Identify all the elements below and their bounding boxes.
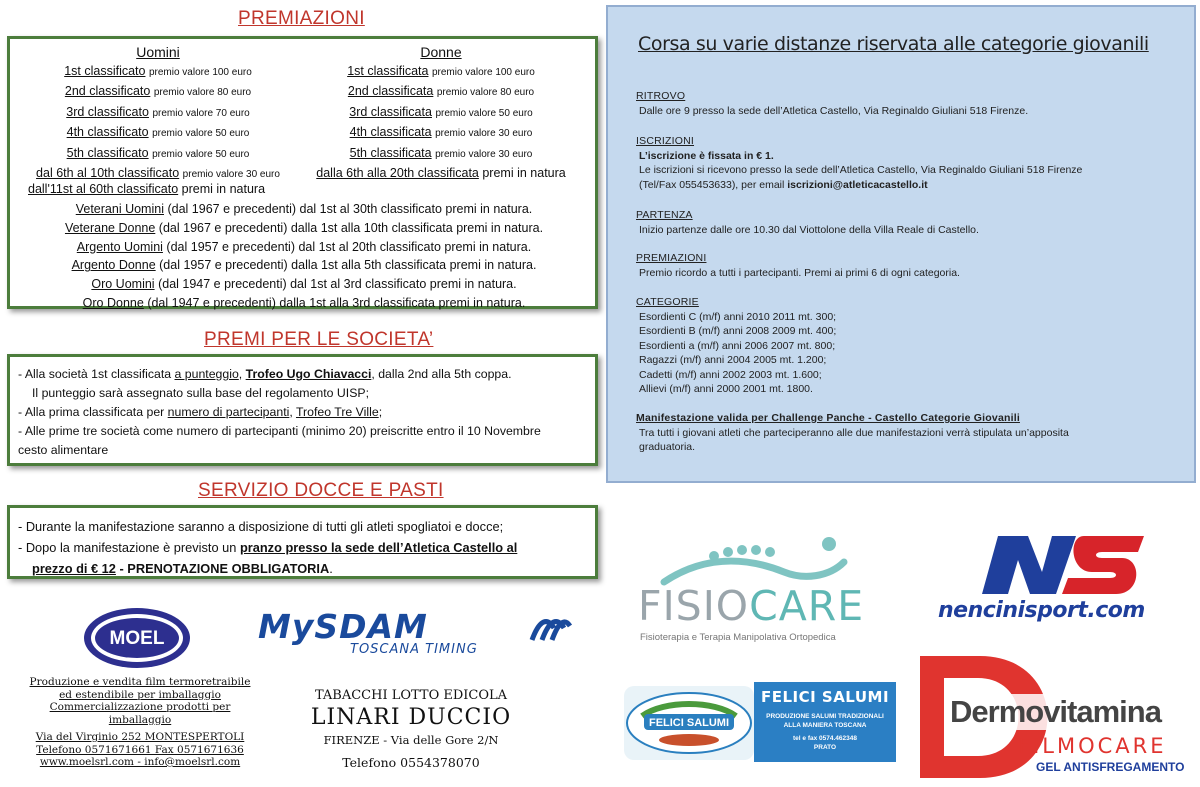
men-row: 2nd classificato premio valore 80 euro bbox=[64, 84, 252, 98]
women-row: dalla 6th alla 20th classificata premi in natura bbox=[316, 166, 566, 180]
fisiocare-logo: FISIOCARE Fisioterapia e Terapia Manipolativa Ortopedica bbox=[634, 532, 874, 648]
dermovitamina-logo: Dermovitamina FILMOCARE GEL ANTISFREGAMENTO bbox=[920, 656, 1192, 778]
women-row: 3rd classificata premio valore 50 euro bbox=[349, 104, 533, 119]
societa-box bbox=[7, 354, 598, 466]
docce-title: SERVIZIO DOCCE E PASTI bbox=[198, 480, 444, 501]
societa-line: - Alla prima classificata per numero di partecipanti, Trofeo Tre Ville; bbox=[18, 405, 383, 419]
women-row: 4th classificata premio valore 30 euro bbox=[349, 125, 533, 139]
men-column bbox=[28, 43, 288, 185]
partenza-section: PARTENZA Inizio partenze dalle ore 10.30 dal Viottolone della Villa Reale di Castello. bbox=[636, 209, 979, 236]
women-row: 5th classificata premio valore 30 euro bbox=[349, 145, 533, 160]
men-header: Uomini bbox=[136, 44, 180, 60]
giovanili-panel bbox=[606, 5, 1196, 483]
category-line: Oro Uomini (dal 1947 e precedenti) dal 1st al 3rd classificato premi in natura. bbox=[91, 277, 517, 292]
age-categories bbox=[10, 200, 598, 313]
societa-line: Il punteggio sarà assegnato sulla base del regolamento UISP; bbox=[32, 386, 370, 400]
premiazioni-title: PREMIAZIONI bbox=[238, 8, 365, 29]
svg-text:MOEL: MOEL bbox=[109, 628, 165, 649]
societa-line: - Alle prime tre società come numero di partecipanti (minimo 20) preiscritte entro il 10 Novembre bbox=[18, 424, 541, 438]
docce-line: prezzo di € 12 - PRENOTAZIONE OBBLIGATORIA. bbox=[32, 561, 333, 576]
nencini-logo: nencinisport.com bbox=[936, 534, 1172, 628]
ns-mark-icon bbox=[976, 534, 1146, 596]
giovanili-title: Corsa su varie distanze riservata alle categorie giovanili bbox=[638, 33, 1149, 55]
premiazioni-giovanili-section: PREMIAZIONI Premio ricordo a tutti i partecipanti. Premi ai primi 6 di ogni categoria. bbox=[636, 252, 960, 279]
email-link[interactable]: iscrizioni@atleticacastello.it bbox=[787, 178, 928, 191]
mysdam-wave-icon bbox=[528, 614, 572, 644]
docce-line: - Durante la manifestazione saranno a disposizione di tutti gli atleti spogliatoi e docce; bbox=[18, 519, 504, 534]
men-row: dall'11st al 60th classificato premi in natura bbox=[28, 182, 266, 196]
men-row: 1st classificato premio valore 100 euro bbox=[64, 63, 252, 78]
category-line: Argento Uomini (dal 1957 e precedenti) dal 1st al 20th classificato premi in natura. bbox=[76, 239, 532, 254]
category-line: Oro Donne (dal 1947 e precedenti) dalla 1st alla 3rd classificata premi in natura. bbox=[82, 295, 526, 310]
women-row: 2nd classificata premio valore 80 euro bbox=[347, 84, 535, 98]
societa-title: PREMI PER LE SOCIETA’ bbox=[204, 329, 434, 350]
docce-list bbox=[18, 516, 589, 579]
category-line: Veterane Donne (dal 1967 e precedenti) dalla 1st alla 10th classificata premi in natura. bbox=[64, 220, 544, 235]
societa-line: cesto alimentare bbox=[18, 443, 109, 457]
societa-list bbox=[18, 365, 589, 460]
premiazioni-box bbox=[7, 36, 598, 309]
category-line: Veterani Uomini (dal 1967 e precedenti) dal 1st al 30th classificato premi in natura. bbox=[75, 202, 533, 216]
societa-line: - Alla società 1st classificata a punteggio, Trofeo Ugo Chiavacci, dalla 2nd alla 5th coppa. bbox=[18, 367, 512, 381]
tabacchi-block: TABACCHI LOTTO EDICOLA LINARI DUCCIO FIRENZE - Via delle Gore 2/N Telefono 0554378070 bbox=[310, 688, 512, 770]
men-row: dal 6th al 10th classificato premio valore 30 euro bbox=[36, 166, 280, 180]
mysdam-logo: MySDAM TOSCANA TIMING bbox=[258, 610, 574, 660]
iscrizioni-section: ISCRIZIONI L’iscrizione è fissata in € 1. Le iscrizioni si ricevono presso la sede dell’Atletica Castello, Via Reginaldo Giuliani 518 Firenze (Tel/Fax 055453633), per email iscrizioni@atleticacastello.it bbox=[636, 135, 1083, 191]
challenge-section: Manifestazione valida per Challenge Panche - Castello Categorie Giovanili Tra tutti i giovani atleti che parteciperanno alle due manifestazioni verrà stipulata un’apposita graduatoria. bbox=[636, 412, 1069, 453]
moel-info: Produzione e vendita film termoretraibile ed estendibile per imballaggio Commercializzazione prodotti per imballaggio Via del Virginio 252 MONTESPERTOLI Telefono 0571671661 Fax 0571671636 www.moelsrl.com - info@moelsrl.com bbox=[29, 676, 251, 768]
svg-text:FELICI SALUMI: FELICI SALUMI bbox=[648, 717, 730, 729]
men-row: 3rd classificato premio valore 70 euro bbox=[66, 104, 250, 119]
categorie-section: CATEGORIE Esordienti C (m/f) anni 2010 2011 mt. 300; Esordienti B (m/f) anni 2008 2009 mt. 400; Esordienti a (m/f) anni 2006 2007 mt. 800; Ragazzi (m/f) anni 2004 2005 mt. 1.200; Cadetti (m/f) anni 2002 2003 mt. 1.600; Allievi (m/f) anni 2000 2001 mt. 1800. bbox=[636, 296, 837, 395]
ritrovo-section: RITROVO Dalle ore 9 presso la sede dell’Atletica Castello, Via Reginaldo Giuliani 518 Firenze. bbox=[636, 90, 1029, 117]
moel-logo bbox=[82, 606, 192, 670]
category-line: Argento Donne (dal 1957 e precedenti) dalla 1st alla 5th classificata premi in natura. bbox=[71, 258, 537, 273]
women-row: 1st classificata premio valore 100 euro bbox=[347, 63, 535, 78]
men-row: 5th classificato premio valore 50 euro bbox=[66, 145, 250, 160]
men-row: 4th classificato premio valore 50 euro bbox=[66, 125, 250, 139]
docce-box bbox=[7, 505, 598, 579]
women-column bbox=[306, 43, 576, 183]
women-header: Donne bbox=[420, 44, 462, 60]
felici-salumi-card: FELICI SALUMI PRODUZIONE SALUMI TRADIZIONALI ALLA MANIERA TOSCANA tel e fax 0574.462348 PRATO bbox=[754, 682, 896, 762]
felici-salumi-badge bbox=[624, 686, 754, 760]
docce-line: - Dopo la manifestazione è previsto un pranzo presso la sede dell’Atletica Castello al bbox=[18, 540, 518, 555]
